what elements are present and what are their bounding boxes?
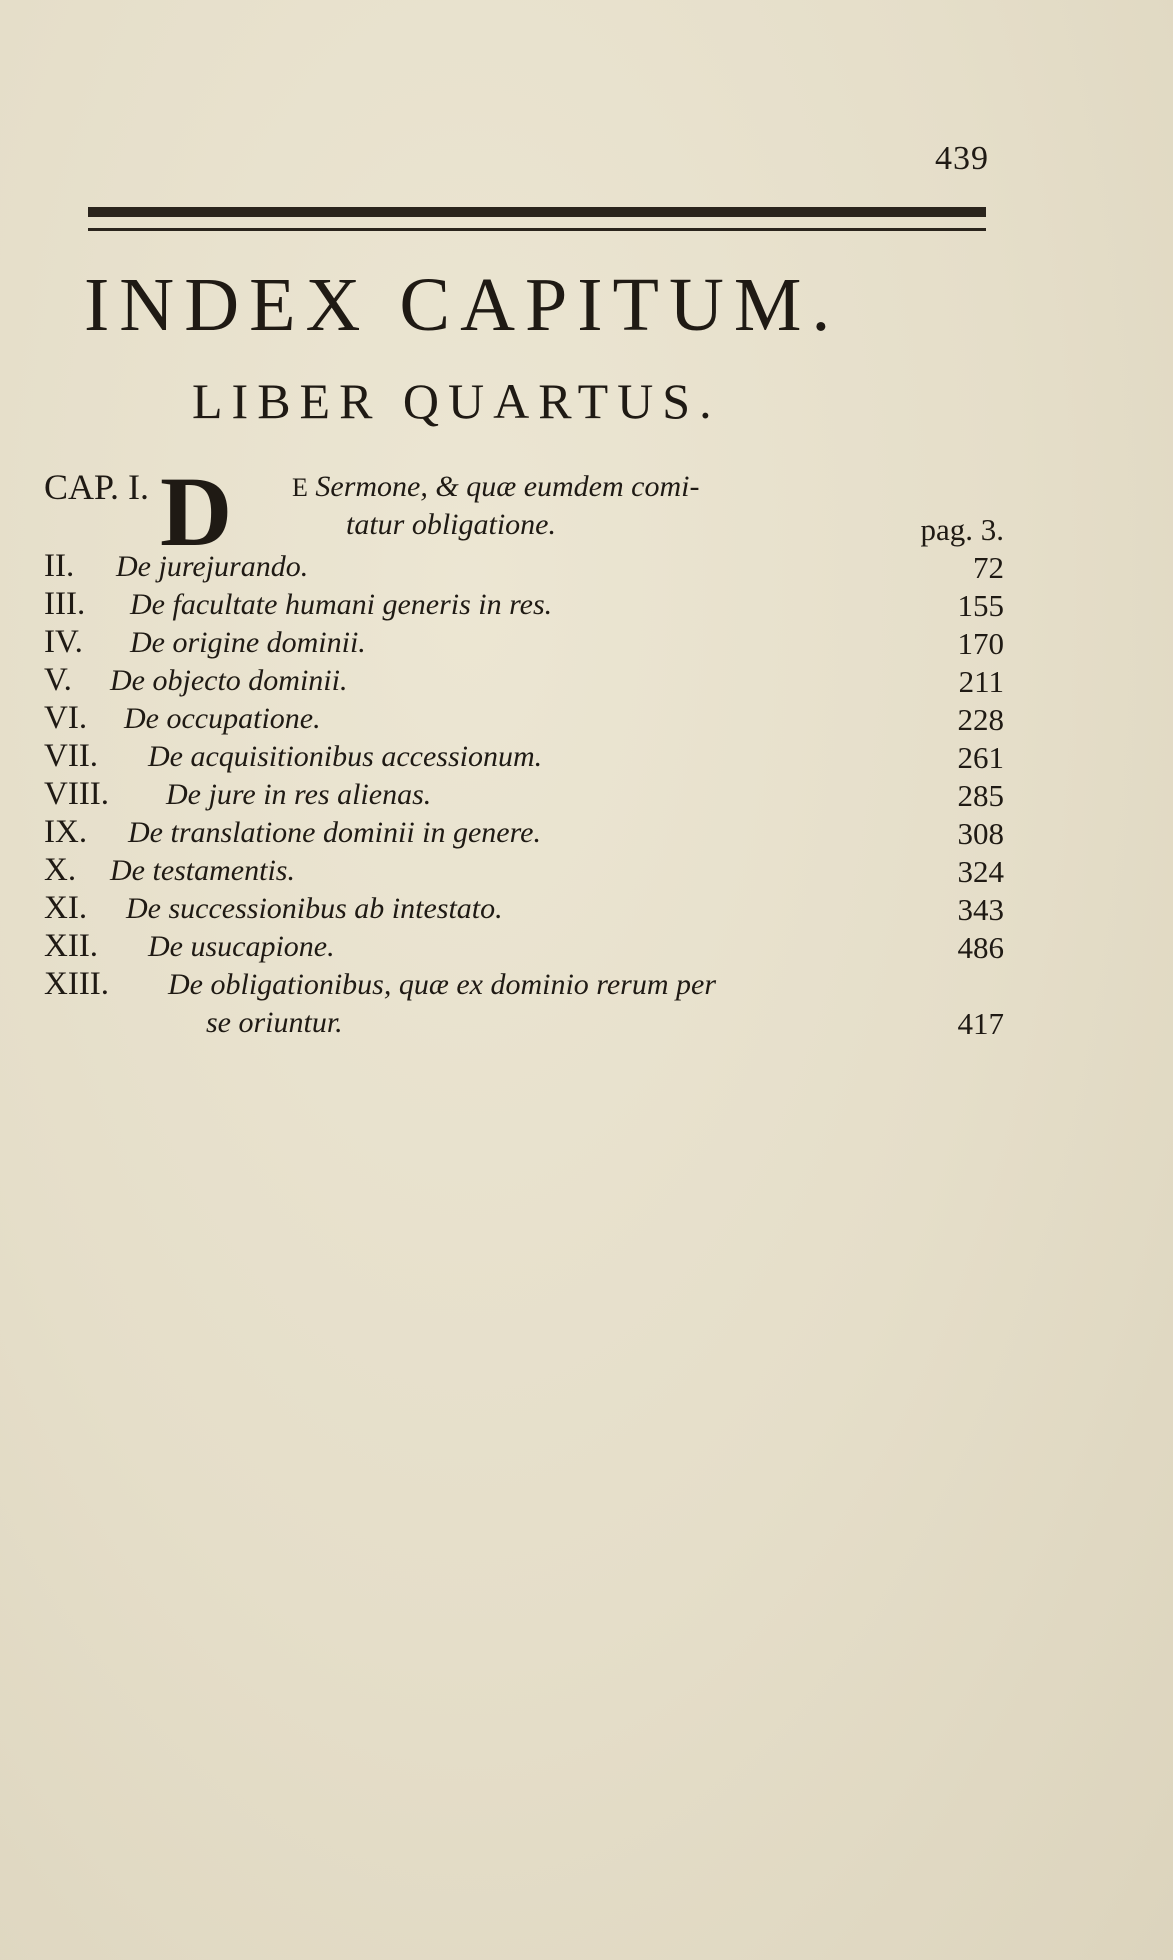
toc-row bbox=[44, 814, 1004, 852]
chapter-page: 285 bbox=[957, 778, 1004, 813]
chapter-title-text: Sermone, & quæ eumdem comi- bbox=[315, 470, 700, 503]
chapter-number: VIII. bbox=[44, 776, 110, 812]
chapter-page: 72 bbox=[973, 550, 1004, 585]
chapter-title: De objecto dominii. bbox=[110, 664, 348, 697]
toc-row bbox=[44, 890, 1004, 928]
chapter-page: 228 bbox=[957, 702, 1004, 737]
chapter-number: II. bbox=[44, 548, 75, 584]
chapter-page: 170 bbox=[957, 626, 1004, 661]
chapter-page: 261 bbox=[957, 740, 1004, 775]
chapter-number: CAP. I. bbox=[44, 467, 150, 507]
chapter-title: De testamentis. bbox=[110, 854, 295, 887]
chapter-title: De occupatione. bbox=[124, 702, 321, 735]
index-title: INDEX CAPITUM. bbox=[84, 263, 841, 347]
chapter-number: XIII. bbox=[44, 966, 110, 1002]
chapter-number: VI. bbox=[44, 700, 88, 736]
chapter-title-continuation: se oriuntur. bbox=[206, 1006, 343, 1039]
chapter-title: De translatione dominii in genere. bbox=[128, 816, 541, 849]
toc-row bbox=[44, 852, 1004, 890]
toc-row bbox=[44, 548, 1004, 586]
toc-row bbox=[44, 928, 1004, 966]
drop-capital: D bbox=[160, 456, 233, 567]
chapter-title: De jurejurando. bbox=[116, 550, 309, 583]
toc-row bbox=[44, 586, 1004, 624]
chapter-title: De jure in res alienas. bbox=[166, 778, 432, 811]
chapter-title: De usucapione. bbox=[148, 930, 335, 963]
chapter-title: De successionibus ab intestato. bbox=[126, 892, 503, 925]
toc-row-continuation bbox=[44, 1004, 1004, 1042]
chapter-page: 211 bbox=[958, 664, 1004, 699]
toc-row bbox=[44, 624, 1004, 662]
toc-row bbox=[44, 966, 1004, 1004]
chapter-page: 343 bbox=[957, 892, 1004, 927]
toc-row bbox=[44, 662, 1004, 700]
chapter-page: pag. 3. bbox=[920, 512, 1004, 547]
chapter-number: III. bbox=[44, 586, 86, 622]
chapter-number: XII. bbox=[44, 928, 99, 964]
header-rule-thick bbox=[88, 207, 986, 217]
chapter-number: V. bbox=[44, 662, 72, 698]
toc-row bbox=[44, 700, 1004, 738]
toc-row bbox=[44, 776, 1004, 814]
chapter-title: De acquisitionibus accessionum. bbox=[148, 740, 543, 773]
chapter-title-line-1 bbox=[292, 470, 699, 504]
book-subtitle: LIBER QUARTUS. bbox=[192, 373, 721, 429]
chapter-title: De facultate humani generis in res. bbox=[130, 588, 553, 621]
page-number: 439 bbox=[935, 140, 989, 177]
chapter-page: 155 bbox=[957, 588, 1004, 623]
chapter-number: IX. bbox=[44, 814, 88, 850]
chapter-page: 417 bbox=[957, 1006, 1004, 1041]
chapter-number: X. bbox=[44, 852, 77, 888]
chapter-title: De origine dominii. bbox=[130, 626, 366, 659]
chapter-page: 486 bbox=[957, 930, 1004, 965]
chapter-number: XI. bbox=[44, 890, 88, 926]
chapter-title: De obligationibus, quæ ex dominio rerum per bbox=[168, 968, 717, 1001]
chapter-page: 324 bbox=[957, 854, 1004, 889]
chapter-number: VII. bbox=[44, 738, 99, 774]
header-rule-thin bbox=[88, 228, 986, 231]
toc-row bbox=[44, 738, 1004, 776]
chapter-number: IV. bbox=[44, 624, 83, 660]
chapter-title-line-2: tatur obligatione. bbox=[346, 508, 556, 541]
small-caps-letter: E bbox=[292, 473, 308, 502]
chapter-page: 308 bbox=[957, 816, 1004, 851]
